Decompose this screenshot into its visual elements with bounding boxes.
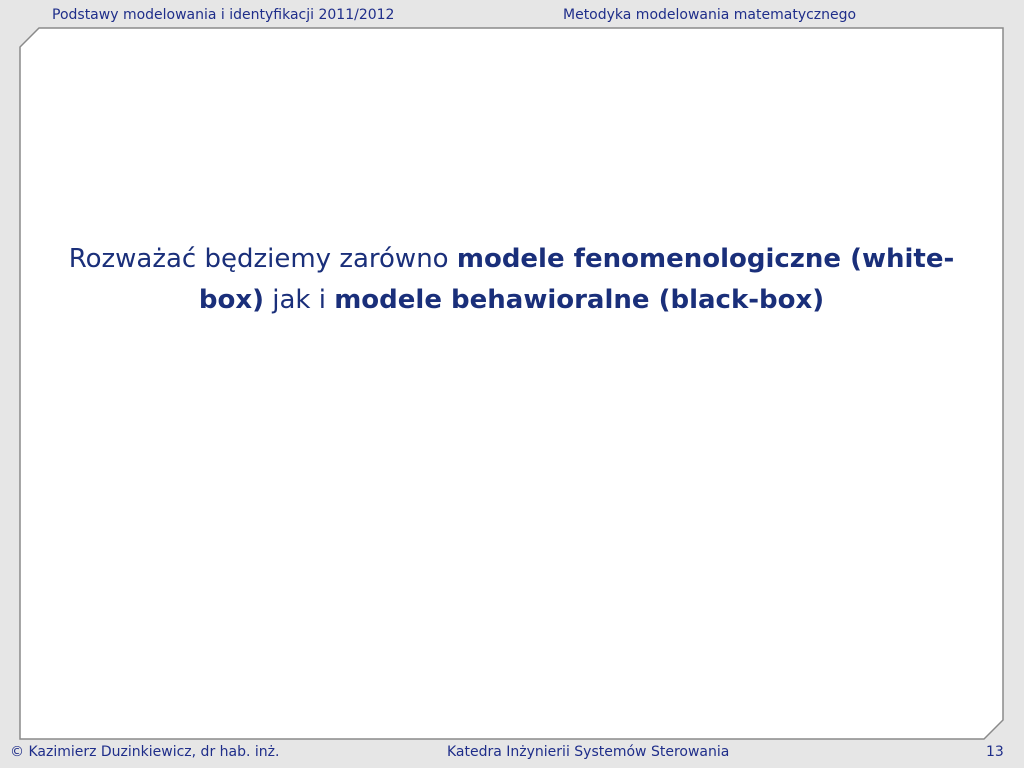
statement-text-1: Rozważać będziemy zarówno xyxy=(68,244,457,274)
footer-author: © Kazimierz Duzinkiewicz, dr hab. inż. xyxy=(10,744,280,760)
slide-card xyxy=(19,27,1004,740)
footer-page-number: 13 xyxy=(986,744,1004,760)
footer-department: Katedra Inżynierii Systemów Sterowania xyxy=(447,744,730,760)
statement-bold-black-box: modele behawioralne (black-box) xyxy=(334,285,825,315)
header-section-title: Metodyka modelowania matematycznego xyxy=(563,7,857,23)
statement-text-2: jak i xyxy=(263,285,335,315)
header-course-title: Podstawy modelowania i identyfikacji 2011/2012 xyxy=(52,7,395,23)
statement-bold-white-box: modele fenomenologiczne (white-box) xyxy=(198,244,955,315)
slide-main-statement xyxy=(59,239,964,321)
